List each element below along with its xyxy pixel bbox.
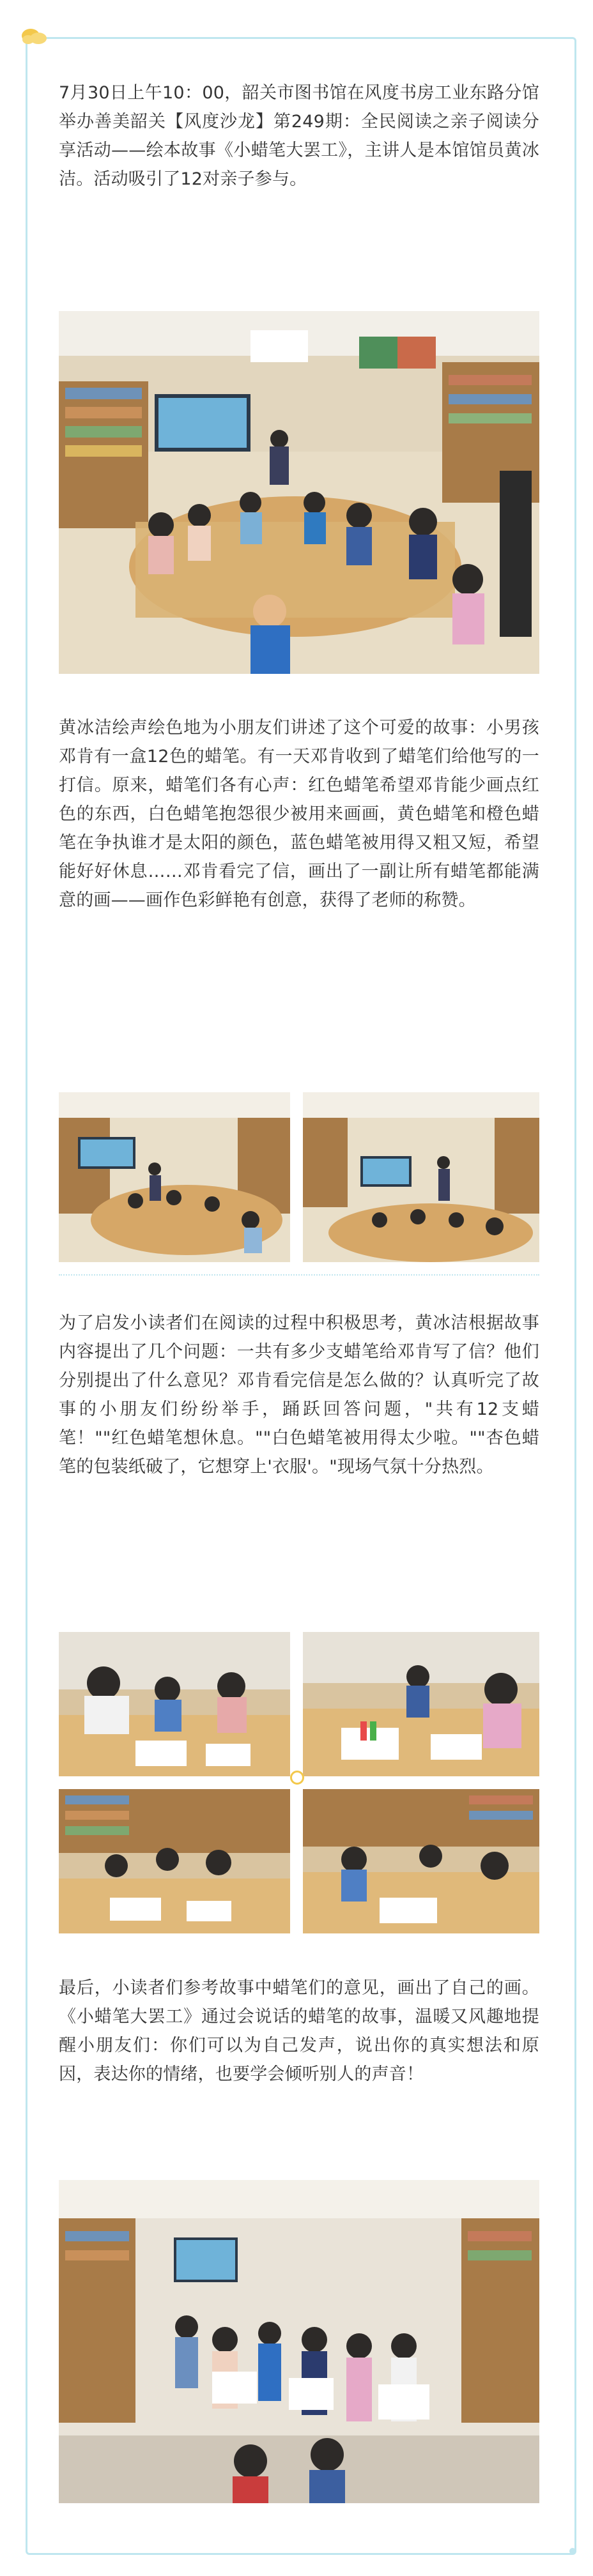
photo-drawing-bottom-right	[303, 1789, 539, 1933]
ending-paragraph: 最后，小读者们参考故事中蜡笔们的意见，画出了自己的画。《小蜡笔大罢工》通过会说话的蜡笔的故事，温暖又风趣地提醒小朋友们：你们可以为自己发声，说出你的真实想法和原因，表达你的情绪，也要学会倾听别人的声音！	[59, 1978, 539, 2084]
cloud-decoration-icon	[19, 24, 50, 46]
intro-paragraph: 7月30日上午10：00，韶关市图书馆在风度书房工业东路分馆举办善美韶关【风度沙龙】第249期：全民阅读之亲子阅读分享活动——绘本故事《小蜡笔大罢工》，主讲人是本馆馆员黄冰洁。活动吸引了12对亲子参与。	[59, 83, 539, 189]
photo-drawing-top-left	[59, 1632, 290, 1776]
photo-drawing-top-right	[303, 1632, 539, 1776]
questions-paragraph: 为了启发小读者们在阅读的过程中积极思考，黄冰洁根据故事内容提出了几个问题：一共有多少支蜡笔给邓肯写了信？他们分别提出了什么意见？邓肯看完信是怎么做的？认真听完了故事的小朋友们纷纷举手，踊跃回答问题，"共有12支蜡笔！""红色蜡笔想休息。""白色蜡笔被用得太少啦。""杏色蜡笔的包装纸破了，它想穿上'衣服'。"现场气氛十分热烈。	[59, 1313, 539, 1477]
photo-group-with-drawings	[59, 2180, 539, 2503]
frame-corner-dot	[569, 2548, 576, 2554]
story-paragraph: 黄冰洁绘声绘色地为小朋友们讲述了这个可爱的故事：小男孩邓肯有一盒12色的蜡笔。有一天邓肯收到了蜡笔们给他写的一打信。原来，蜡笔们各有心声：红色蜡笔希望邓肯能少画点红色的东西，白色蜡笔抱怨很少被用来画画，黄色蜡笔和橙色蜡笔在争执谁才是太阳的颜色，蓝色蜡笔被用得又粗又短，希望能好好休息……邓肯看完了信，画出了一副让所有蜡笔都能满意的画——画作色彩鲜艳有创意，获得了老师的称赞。	[59, 718, 539, 910]
photo-children-at-table-right	[303, 1092, 539, 1262]
section-divider	[59, 1274, 539, 1276]
photo-children-at-table-left	[59, 1092, 290, 1262]
grid-center-dot-icon	[290, 1771, 304, 1785]
photo-drawing-bottom-left	[59, 1789, 290, 1933]
photo-storytelling-session	[59, 311, 539, 674]
